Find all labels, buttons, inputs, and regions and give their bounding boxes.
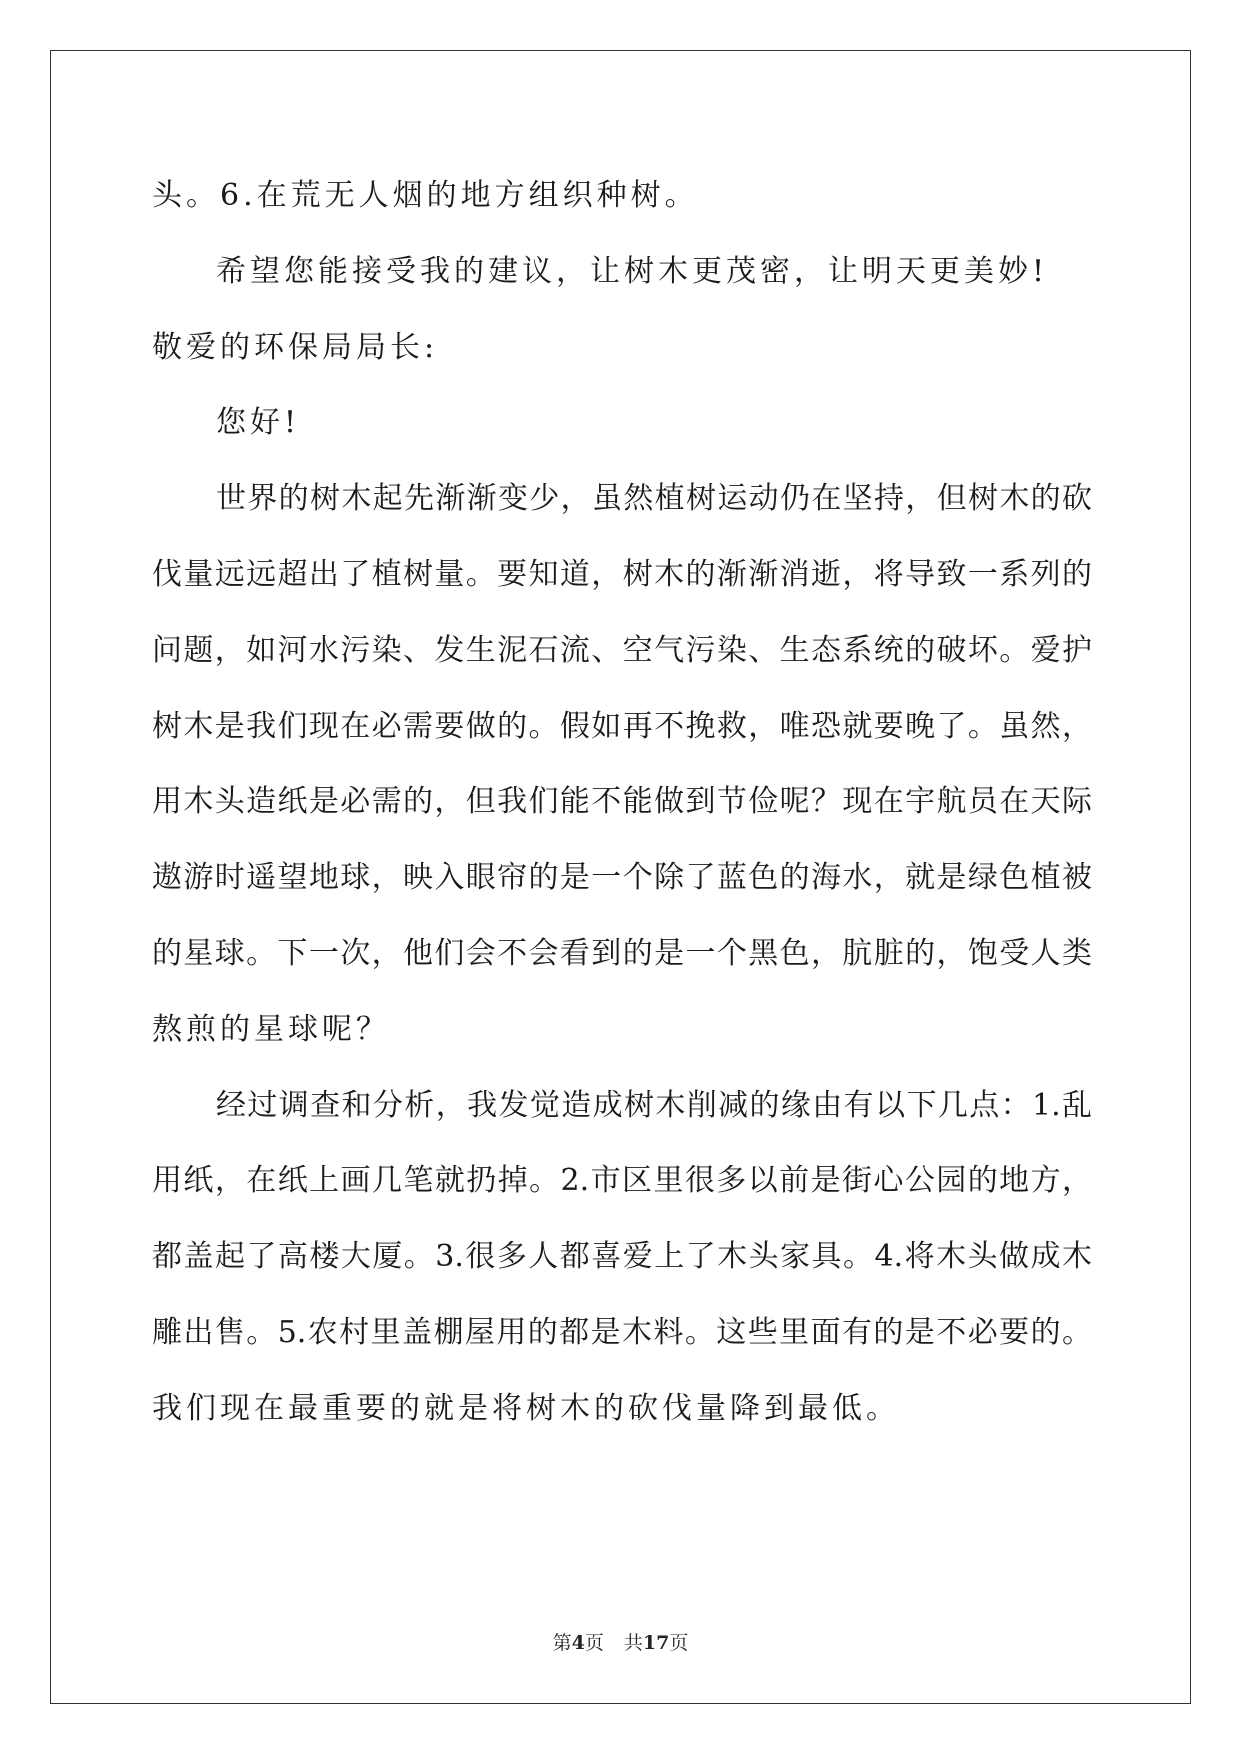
text-line: 希望您能接受我的建议，让树木更茂密，让明天更美妙! — [216, 253, 1049, 289]
text-line: 遨游时遥望地球，映入眼帘的是一个除了蓝色的海水，就是绿色植被 — [152, 860, 1092, 896]
text-line: 头。6.在荒无人烟的地方组织种树。 — [152, 178, 699, 213]
page-footer — [0, 1628, 1241, 1655]
text-line: 伐量远远超出了植树量。要知道，树木的渐渐消逝，将导致一系列的 — [152, 556, 1092, 592]
page-number: 4 — [571, 1632, 585, 1654]
page-suffix: 页 — [584, 1632, 604, 1654]
text-line: 的星球。下一次，他们会不会看到的是一个黑色，肮脏的，饱受人类 — [152, 935, 1092, 971]
text-line: 我们现在最重要的就是将树木的砍伐量降到最低。 — [152, 1390, 900, 1426]
letter-body — [152, 158, 1092, 1447]
text-line: 熬煎的星球呢？ — [152, 1011, 390, 1047]
text-line: 经过调查和分析，我发觉造成树木削减的缘由有以下几点：1.乱 — [216, 1087, 1092, 1123]
text-line: 都盖起了高楼大厦。3.很多人都喜爱上了木头家具。4.将木头做成木 — [152, 1239, 1092, 1275]
salutation: 敬爱的环保局局长: — [152, 329, 439, 365]
text-line: 树木是我们现在必需要做的。假如再不挽救，唯恐就要晚了。虽然， — [152, 708, 1092, 744]
text-line: 世界的树木起先渐渐变少，虽然植树运动仍在坚持，但树木的砍 — [216, 481, 1092, 517]
total-prefix: 共 — [623, 1632, 643, 1654]
page-prefix: 第 — [552, 1632, 572, 1654]
text-line: 用木头造纸是必需的，但我们能不能做到节俭呢？现在宇航员在天际 — [152, 784, 1092, 820]
text-line: 用纸，在纸上画几笔就扔掉。2.市区里很多以前是街心公园的地方， — [152, 1163, 1092, 1199]
text-line: 问题，如河水污染、发生泥石流、空气污染、生态系统的破坏。爱护 — [152, 632, 1092, 668]
text-line: 雕出售。5.农村里盖棚屋用的都是木料。这些里面有的是不必要的。 — [152, 1314, 1092, 1350]
total-suffix: 页 — [669, 1632, 689, 1654]
greeting: 您好! — [216, 405, 301, 441]
total-pages: 17 — [642, 1632, 670, 1654]
